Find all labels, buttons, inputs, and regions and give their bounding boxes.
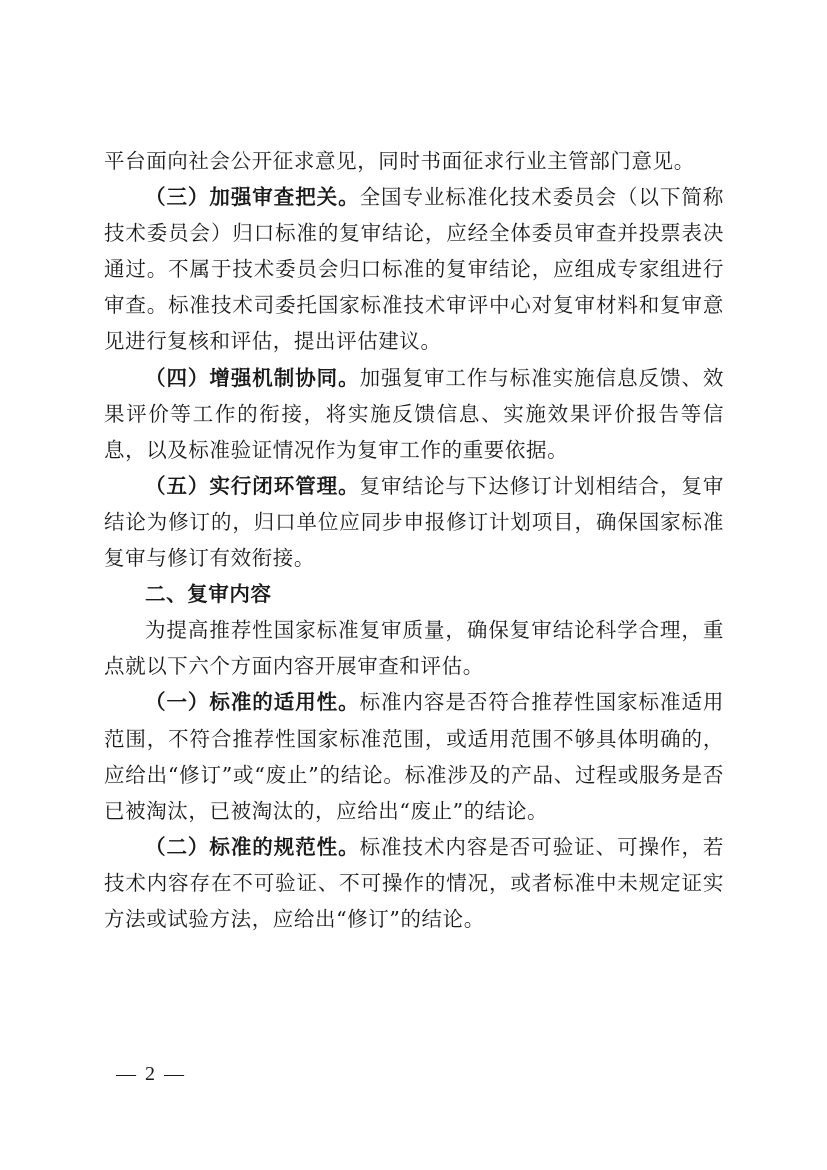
paragraph-mechanism-coordination	[104, 360, 724, 468]
paragraph-closed-loop	[104, 468, 724, 576]
paragraph-applicability	[104, 684, 724, 828]
paragraph-review-check	[104, 179, 724, 359]
section-heading: 二、复审内容	[145, 582, 272, 607]
paragraph-text: 为提高推荐性国家标准复审质量，确保复审结论科学合理，重点就以下六个方面内容开展审查和评估。	[104, 618, 724, 679]
paragraph-text: 标准内容是否符合推荐性国家标准适用范围，不符合推荐性国家标准范围，或适用范围不够具体明确的，应给出“修订”或“废止”的结论。标准涉及的产品、过程或服务是否已被淘汰，已被淘汰的，应给出“废止”的结论。	[104, 690, 724, 823]
paragraph-text: 全国专业标准化技术委员会（以下简称技术委员会）归口标准的复审结论，应经全体委员审查并投票表决通过。不属于技术委员会归口标准的复审结论，应组成专家组进行审查。标准技术司委托国家标准技术审评中心对复审材料和复审意见进行复核和评估，提出评估建议。	[104, 185, 724, 354]
paragraph-text: 平台面向社会公开征求意见，同时书面征求行业主管部门意见。	[104, 149, 695, 173]
paragraph-continuation	[104, 143, 724, 179]
paragraph-text: 加强复审工作与标准实施信息反馈、效果评价等工作的衔接，将实施反馈信息、实施效果评价报告等信息，以及标准验证情况作为复审工作的重要依据。	[104, 365, 724, 462]
paragraph-lead: （四）增强机制协同。	[145, 365, 360, 390]
document-body	[104, 143, 724, 937]
page-number: — 2 —	[116, 1063, 186, 1085]
paragraph-text: 复审结论与下达修订计划相结合，复审结论为修订的，归口单位应同步申报修订计划项目，确保国家标准复审与修订有效衔接。	[104, 473, 724, 571]
paragraph-lead: （三）加强审查把关。	[145, 185, 360, 210]
paragraph-text: 标准技术内容是否可验证、可操作，若技术内容存在不可验证、不可操作的情况，或者标准中未规定证实方法或试验方法，应给出“修订”的结论。	[104, 834, 724, 931]
paragraph-normativity	[104, 829, 724, 937]
paragraph-lead: （一）标准的适用性。	[145, 690, 360, 715]
paragraph-intro	[104, 612, 724, 684]
paragraph-lead: （二）标准的规范性。	[145, 834, 360, 859]
paragraph-lead: （五）实行闭环管理。	[145, 473, 360, 498]
